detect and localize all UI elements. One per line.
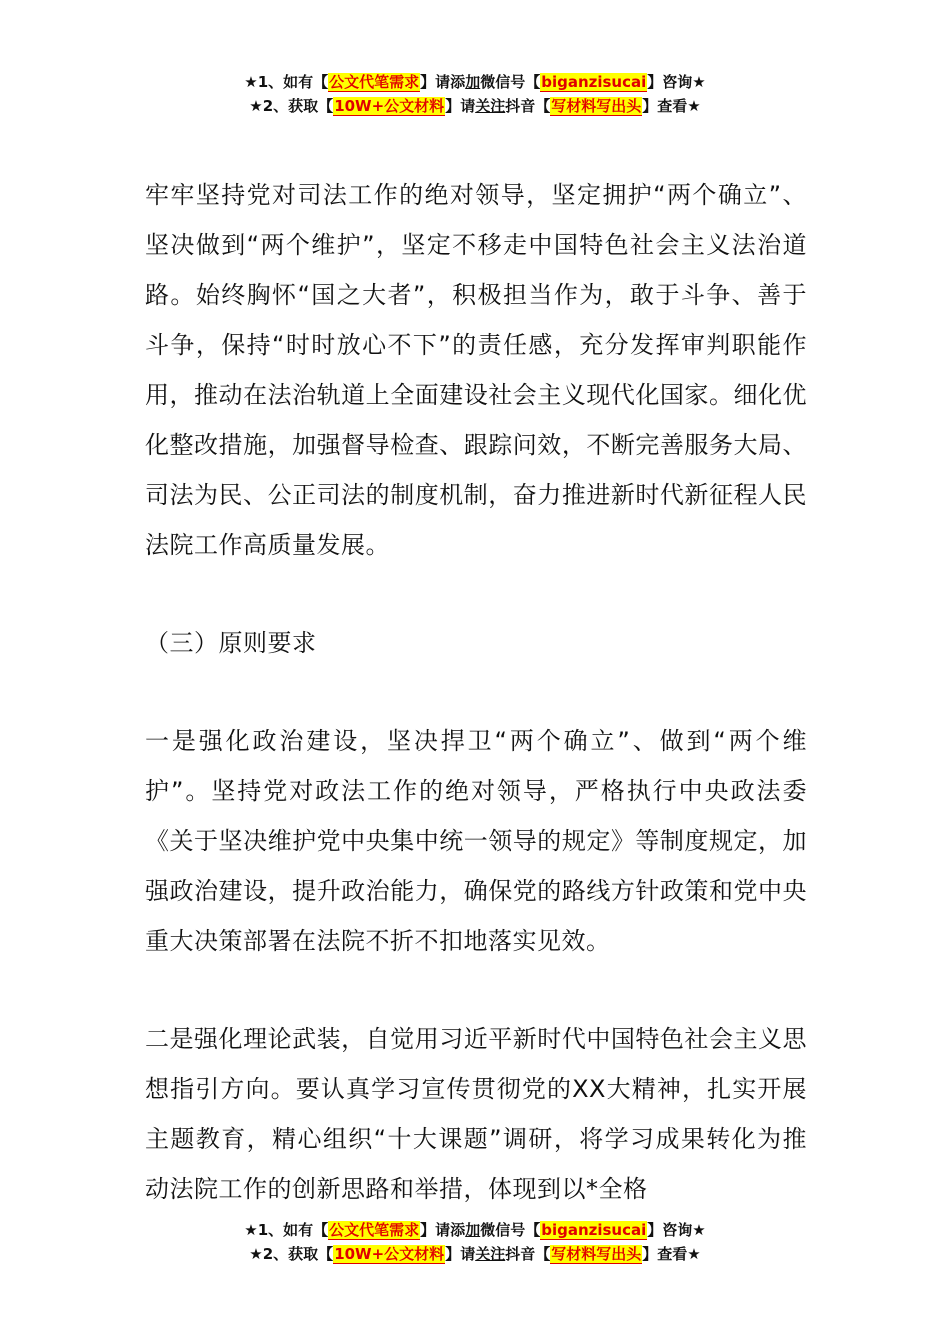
highlight-douyin-account: 写材料写出头 — [551, 1245, 642, 1263]
paragraph-1: 牢牢坚持党对司法工作的绝对领导，坚定拥护“两个确立”、坚决做到“两个维护”，坚定不移走中国特色社会主义法治道路。始终胸怀“国之大者”，积极担当作为，敢于斗争、善于斗争，保持“时时放心不下”的责任感，充分发挥审判职能作用，推动在法治轨道上全面建设社会主义现代化国家。细化优化整改措施，加强督导检查、跟踪问效，不断完善服务大局、司法为民、公正司法的制度机制，奋力推进新时代新征程人民法院工作高质量发展。 — [145, 181, 807, 559]
header-banner — [0, 70, 950, 118]
highlight-materials: 10W+公文材料 — [334, 97, 445, 115]
banner-line-1: ★1、如有【公文代笔需求】请添加微信号【biganzisucai】咨询★ — [244, 1221, 706, 1239]
banner-line-1: ★1、如有【公文代笔需求】请添加微信号【biganzisucai】咨询★ — [244, 73, 706, 91]
paragraph-3: 二是强化理论武装，自觉用习近平新时代中国特色社会主义思想指引方向。要认真学习宣传贯彻党的XX大精神，扎实开展主题教育，精心组织“十大课题”调研，将学习成果转化为推动法院工作的创新思路和举措，体现到以*全格 — [145, 1025, 807, 1203]
footer-banner — [0, 1218, 950, 1266]
highlight-writing-service: 公文代笔需求 — [329, 1221, 420, 1239]
paragraph-2: 一是强化政治建设，坚决捍卫“两个确立”、做到“两个维护”。坚持党对政法工作的绝对领导，严格执行中央政法委《关于坚决维护党中央集中统一领导的规定》等制度规定，加强政治建设，提升政治能力，确保党的路线方针政策和党中央重大决策部署在法院不折不扣地落实见效。 — [145, 727, 807, 955]
highlight-douyin-account: 写材料写出头 — [551, 97, 642, 115]
section-heading: （三）原则要求 — [145, 629, 317, 657]
highlight-materials: 10W+公文材料 — [334, 1245, 445, 1263]
document-body — [145, 170, 807, 1214]
banner-line-2: ★2、获取【10W+公文材料】请关注抖音【写材料写出头】查看★ — [249, 97, 701, 115]
highlight-writing-service: 公文代笔需求 — [329, 73, 420, 91]
highlight-wechat-id: biganzisucai — [541, 73, 647, 91]
banner-line-2: ★2、获取【10W+公文材料】请关注抖音【写材料写出头】查看★ — [249, 1245, 701, 1263]
highlight-wechat-id: biganzisucai — [541, 1221, 647, 1239]
